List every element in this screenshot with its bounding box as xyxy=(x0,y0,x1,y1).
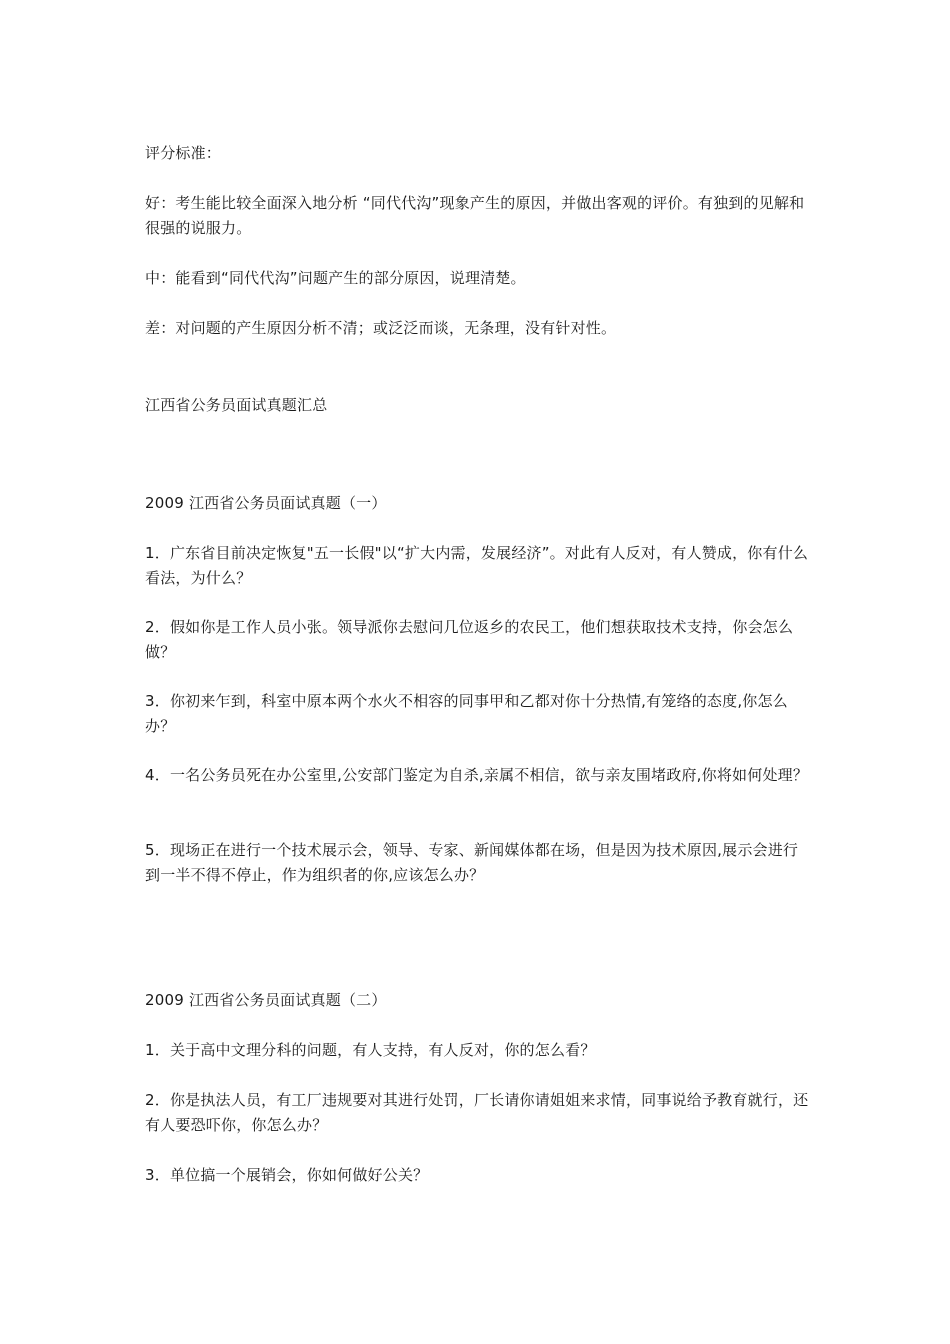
section1-question-2: 2．假如你是工作人员小张。领导派你去慰问几位返乡的农民工，他们想获取技术支持，你会怎么做？ xyxy=(145,618,794,661)
section1-question-3: 3．你初来乍到，科室中原本两个水火不相容的同事甲和乙都对你十分热情,有笼络的态度,你怎么办？ xyxy=(145,692,788,735)
section1-question-4: 4．一名公务员死在办公室里,公安部门鉴定为自杀,亲属不相信，欲与亲友围堵政府,你将如何处理？ xyxy=(145,766,809,784)
section2-question-3: 3．单位搞一个展销会，你如何做好公关？ xyxy=(145,1166,429,1184)
section2-question-1: 1．关于高中文理分科的问题，有人支持，有人反对，你的怎么看？ xyxy=(145,1041,596,1059)
section1-heading: 2009 江西省公务员面试真题（一） xyxy=(145,494,387,512)
section1-question-1: 1．广东省目前决定恢复"五一长假"以“扩大内需，发展经济”。对此有人反对，有人赞成，你有什么看法，为什么？ xyxy=(145,544,809,587)
section2-question-2: 2．你是执法人员，有工厂违规要对其进行处罚，厂长请你请姐姐来求情，同事说给予教育就行，还有人要恐吓你，你怎么办？ xyxy=(145,1091,809,1134)
collection-title: 江西省公务员面试真题汇总 xyxy=(145,396,328,414)
criteria-title: 评分标准： xyxy=(145,144,222,162)
section2-heading: 2009 江西省公务员面试真题（二） xyxy=(145,991,387,1009)
criteria-poor: 差：对问题的产生原因分析不清；或泛泛而谈，无条理，没有针对性。 xyxy=(145,319,617,337)
section1-question-5: 5．现场正在进行一个技术展示会，领导、专家、新闻媒体都在场，但是因为技术原因,展示会进行到一半不得不停止，作为组织者的你,应该怎么办？ xyxy=(145,841,799,884)
criteria-medium: 中：能看到“同代代沟”问题产生的部分原因，说理清楚。 xyxy=(145,269,526,287)
criteria-good: 好：考生能比较全面深入地分析 “同代代沟”现象产生的原因，并做出客观的评价。有独到的见解和很强的说服力。 xyxy=(145,194,805,237)
